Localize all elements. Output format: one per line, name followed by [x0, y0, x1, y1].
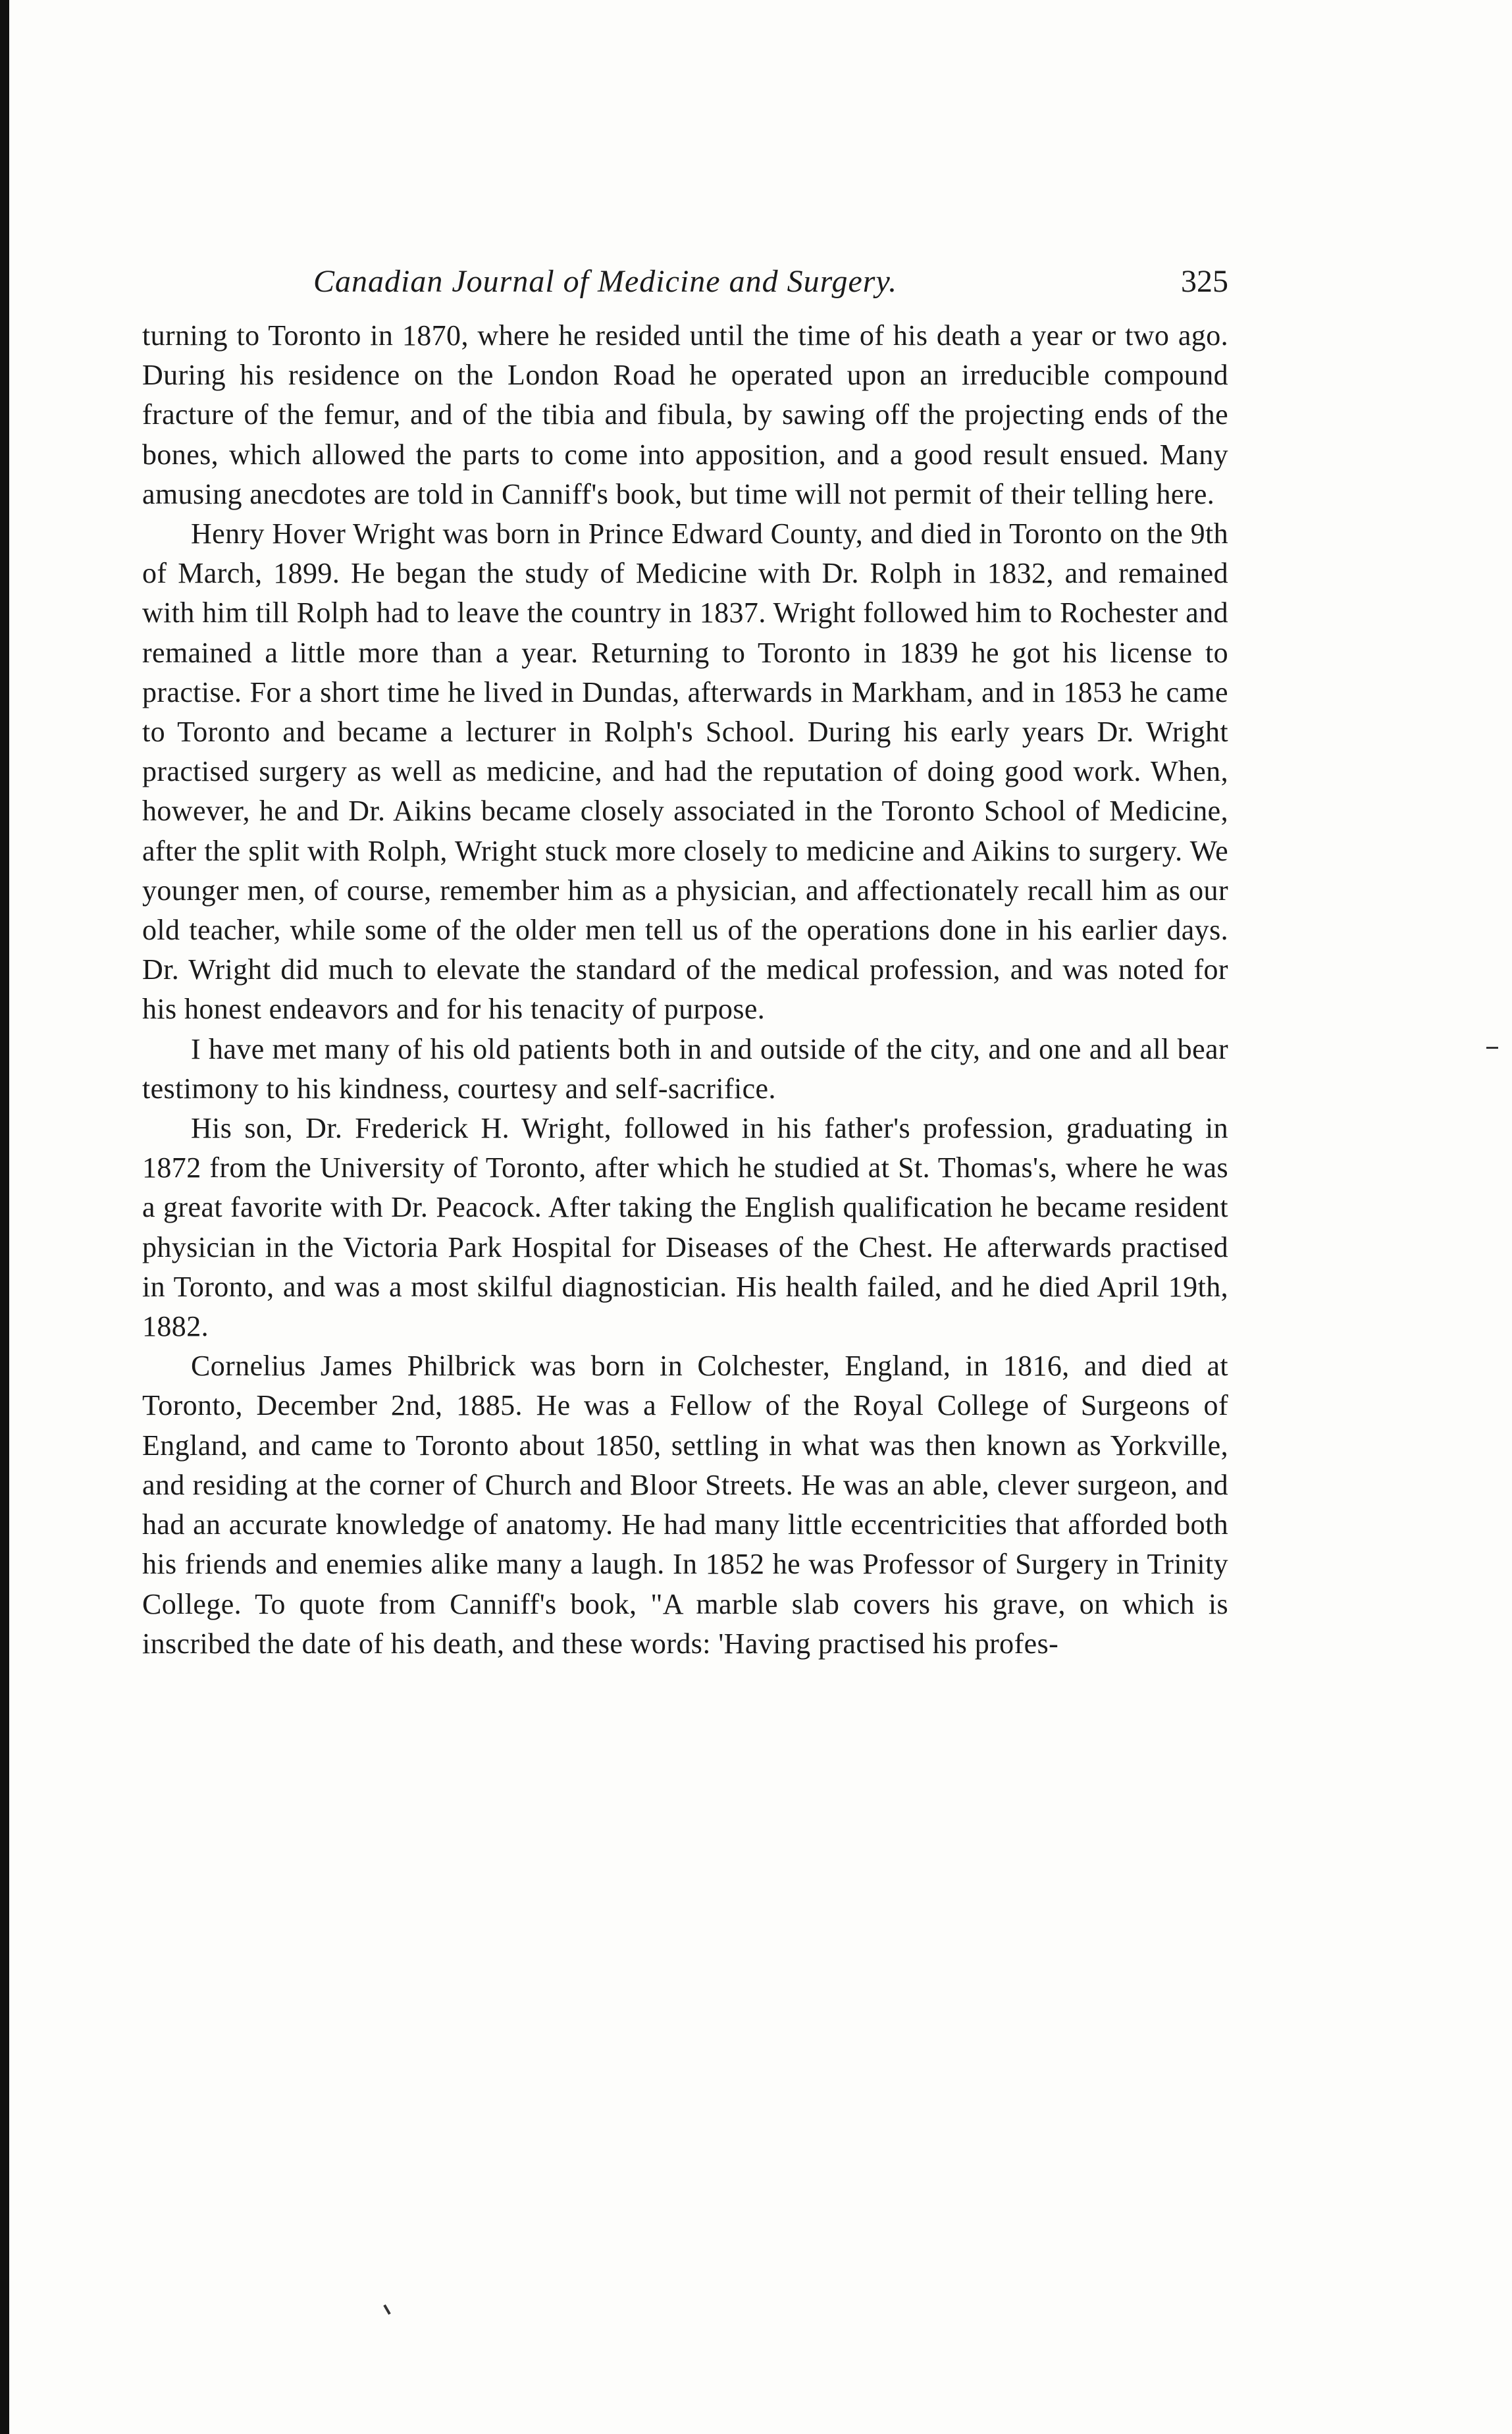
paragraph-patients-testimony: I have met many of his old patients both in and outside of the city, and one and all bear testimony to his kindness, courtesy and self-sacrifice.: [142, 1032, 1228, 1105]
paragraph-henry-hover-wright: Henry Hover Wright was born in Prince Edward County, and died in Toronto on the 9th of March, 1899. He began the study of Medicine with Dr. Rolph in 1832, and remained with him till Rolph had to leave the country in 1837. Wright followed him to Rochester and remained a little more than a year. Returning to Toronto in 1839 he got his license to practise. For a short time he lived in Dundas, afterwards in Markham, and in 1853 he came to Toronto and became a lecturer in Rolph's School. During his early years Dr. Wright practised surgery as well as medicine, and had the reputation of doing good work. When, however, he and Dr. Aikins became closely associated in the Toronto School of Medicine, after the split with Rolph, Wright stuck more closely to medicine and Aikins to surgery. We younger men, of course, remember him as a physician, and affectionately recall him as our old teacher, while some of the older men tell us of the operations done in his earlier days. Dr. Wright did much to elevate the standard of the medical profession, and was noted for his honest endeavors and for his tenacity of purpose.: [142, 517, 1228, 1026]
margin-mark: [1486, 1047, 1498, 1049]
article-body: [142, 316, 1228, 1664]
journal-page: [142, 263, 1228, 1664]
journal-title: Canadian Journal of Medicine and Surgery.: [313, 264, 898, 299]
paragraph-frederick-wright: His son, Dr. Frederick H. Wright, followed in his father's profession, graduating in 1872 from the University of Toronto, after which he studied at St. Thomas's, where he was a great favorite with Dr. Peacock. After taking the English qualification he became resident physician in the Victoria Park Hospital for Diseases of the Chest. He afterwards practised in Toronto, and was a most skilful diagnostician. His health failed, and he died April 19th, 1882.: [142, 1112, 1228, 1343]
paragraph-cornelius-philbrick: Cornelius James Philbrick was born in Colchester, England, in 1816, and died at Toronto, December 2nd, 1885. He was a Fellow of the Royal College of Surgeons of England, and came to Toronto about 1850, settling in what was then known as Yorkville, and residing at the corner of Church and Bloor Streets. He was an able, clever surgeon, and had an accurate knowledge of anatomy. He had many little eccentricities that afforded both his friends and enemies alike many a laugh. In 1852 he was Professor of Surgery in Trinity College. To quote from Canniff's book, "A marble slab covers his grave, on which is inscribed the date of his death, and these words: 'Having practised his profes-: [142, 1350, 1228, 1660]
page-binding-edge: [0, 0, 9, 2434]
running-head: [142, 263, 1228, 316]
page-number: 325: [1181, 264, 1228, 299]
footer-mark: [383, 2304, 390, 2315]
paragraph-wright-intro-continuation: turning to Toronto in 1870, where he resided until the time of his death a year or two ago. During his residence on the London Road he operated upon an irreducible compound fracture of the femur, and of the tibia and fibula, by sawing off the projecting ends of the bones, which allowed the parts to come into apposition, and a good result ensued. Many amusing anecdotes are told in Canniff's book, but time will not permit of their telling here.: [142, 319, 1228, 510]
